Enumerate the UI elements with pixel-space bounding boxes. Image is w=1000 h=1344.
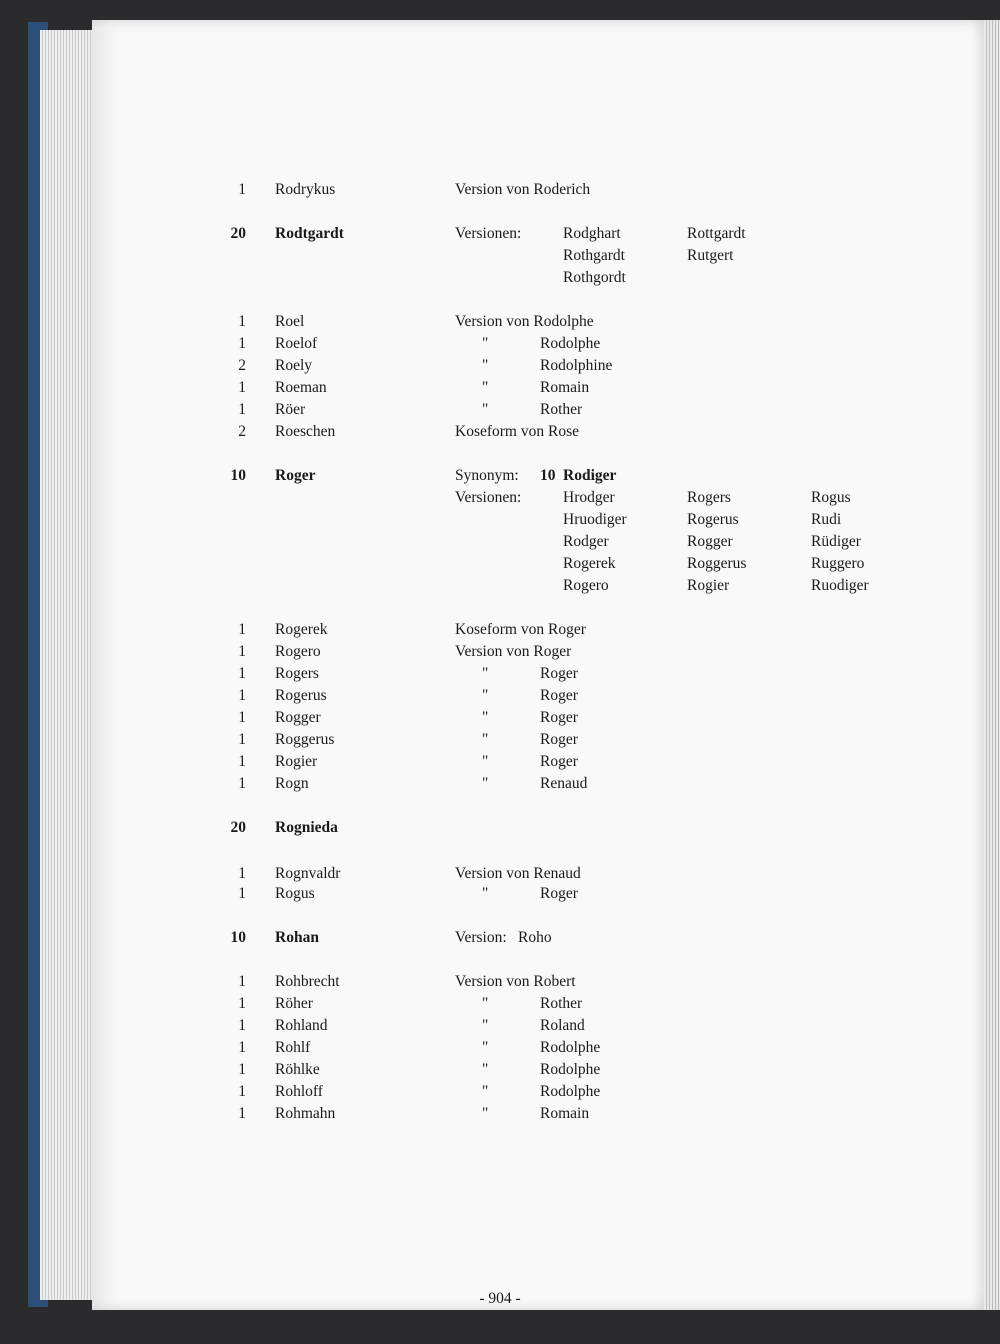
variant-name: Ruggero	[811, 555, 865, 572]
entry-reference: Roland	[540, 1017, 585, 1034]
entry-reference: Romain	[540, 1105, 590, 1122]
entry-count: 1	[238, 621, 246, 638]
entry-name: Röer	[275, 401, 306, 418]
variant-name: Rogger	[687, 533, 733, 550]
entry-name: Roeschen	[275, 423, 336, 440]
entry-count: 1	[238, 709, 246, 726]
variant-name: Rudi	[811, 511, 842, 528]
entry-name: Rogus	[275, 885, 315, 902]
entry-name: Rogerus	[275, 687, 327, 704]
entry-name: Roely	[275, 357, 313, 374]
entry-name: Rohlf	[275, 1039, 311, 1056]
variant-name: Rutgert	[687, 247, 734, 264]
entry-count: 10	[230, 467, 246, 484]
entry-reference: Roger	[540, 885, 578, 902]
entry-name: Roggerus	[275, 731, 335, 748]
variant-name: Rothgordt	[563, 269, 626, 286]
entry-count: 1	[238, 1105, 246, 1122]
entry-reference: Romain	[540, 379, 590, 396]
entry-count: 1	[238, 1061, 246, 1078]
entry-description: "	[482, 357, 489, 374]
entry-count: 1	[238, 1083, 246, 1100]
entry-description: Version von Robert	[455, 973, 576, 990]
entry-description: "	[482, 731, 489, 748]
variant-name: Hruodiger	[563, 511, 627, 528]
variant-name: Rogers	[687, 489, 731, 506]
entry-reference: Rodolphe	[540, 1061, 601, 1078]
variant-name: Rodghart	[563, 225, 621, 242]
variant-name: Rodger	[563, 533, 609, 550]
variant-name: Rogier	[687, 577, 730, 594]
entry-count: 1	[238, 313, 246, 330]
entry-reference: Rodolphe	[540, 1039, 601, 1056]
entry-name: Roelof	[275, 335, 318, 352]
variant-name: Rüdiger	[811, 533, 861, 550]
entry-description: "	[482, 1105, 489, 1122]
entry-description: "	[482, 1039, 489, 1056]
entry-count: 20	[230, 819, 246, 836]
variant-name: Rottgardt	[687, 225, 746, 242]
entry-count: 1	[238, 379, 246, 396]
entry-name: Rodrykus	[275, 181, 336, 198]
entry-reference: Rodolphe	[540, 335, 601, 352]
entry-count: 1	[238, 687, 246, 704]
entry-count: 1	[238, 643, 246, 660]
entry-description: "	[482, 665, 489, 682]
entry-count: 2	[238, 423, 246, 440]
entry-reference: Roger	[540, 731, 578, 748]
entry-name: Rogers	[275, 665, 319, 682]
entry-count: 1	[238, 885, 246, 902]
entry-description: "	[482, 885, 489, 902]
variant-name: Rothgardt	[563, 247, 625, 264]
variant-name: Rogero	[563, 577, 609, 594]
entry-name: Rohmahn	[275, 1105, 336, 1122]
variant-name: Ruodiger	[811, 577, 869, 594]
entry-description: "	[482, 1017, 489, 1034]
entry-description: "	[482, 1061, 489, 1078]
entry-name: Rohbrecht	[275, 973, 340, 990]
entry-name: Rognvaldr	[275, 865, 341, 882]
entry-name: Rogier	[275, 753, 318, 770]
entry-description: Koseform von Roger	[455, 621, 586, 638]
entry-count: 1	[238, 181, 246, 198]
entry-description: "	[482, 687, 489, 704]
page-number: - 904 -	[479, 1290, 521, 1307]
entry-description: Version von Rodolphe	[455, 313, 594, 330]
entry-description: Versionen:	[455, 489, 522, 506]
variant-name: Rogus	[811, 489, 851, 506]
entry-name: Rohland	[275, 1017, 328, 1034]
entry-name: Rognieda	[275, 819, 338, 836]
entry-description: "	[482, 995, 489, 1012]
entry-name: Röher	[275, 995, 313, 1012]
entry-count: 1	[238, 995, 246, 1012]
variant-name: Rogerus	[687, 511, 739, 528]
entry-reference: Roho	[518, 929, 552, 946]
entry-reference: Rother	[540, 401, 583, 418]
entry-name: Röhlke	[275, 1061, 320, 1078]
entry-count: 1	[238, 973, 246, 990]
page-stack-right	[984, 20, 1000, 1310]
entry-count: 2	[238, 357, 246, 374]
entry-description: Version:	[455, 929, 507, 946]
variant-name: Rogerek	[563, 555, 616, 572]
entry-name: Rohan	[275, 929, 319, 946]
entry-count: 1	[238, 1039, 246, 1056]
entry-name: Rogero	[275, 643, 321, 660]
entry-description: "	[482, 775, 489, 792]
synonym-name: Rodiger	[563, 467, 617, 484]
entry-description: Version von Renaud	[455, 865, 581, 882]
synonym-count: 10	[540, 467, 556, 484]
entry-count: 1	[238, 1017, 246, 1034]
entry-description: "	[482, 753, 489, 770]
entry-count: 1	[238, 335, 246, 352]
entry-reference: Rodolphine	[540, 357, 613, 374]
entry-name: Rogerek	[275, 621, 328, 638]
entry-description: "	[482, 709, 489, 726]
entry-name: Roeman	[275, 379, 327, 396]
variant-name: Hrodger	[563, 489, 615, 506]
entry-description: Version von Roderich	[455, 181, 591, 198]
entry-reference: Roger	[540, 665, 578, 682]
entry-description: Versionen:	[455, 225, 522, 242]
variant-name: Roggerus	[687, 555, 747, 572]
entry-name: Rohloff	[275, 1083, 323, 1100]
entry-reference: Roger	[540, 753, 578, 770]
entry-description: "	[482, 335, 489, 352]
entry-count: 1	[238, 753, 246, 770]
entry-description: Koseform von Rose	[455, 423, 579, 440]
entry-description: Synonym:	[455, 467, 519, 484]
entry-name: Roel	[275, 313, 305, 330]
entry-name: Rogn	[275, 775, 309, 792]
entry-count: 20	[230, 225, 246, 242]
entry-count: 1	[238, 731, 246, 748]
entry-description: "	[482, 401, 489, 418]
entry-count: 1	[238, 665, 246, 682]
entry-name: Rogger	[275, 709, 321, 726]
entry-count: 1	[238, 401, 246, 418]
entry-reference: Renaud	[540, 775, 588, 792]
entry-description: "	[482, 1083, 489, 1100]
entry-description: Version von Roger	[455, 643, 572, 660]
entry-name: Roger	[275, 467, 316, 484]
page-stack-left	[40, 30, 100, 1300]
entry-count: 10	[230, 929, 246, 946]
entry-count: 1	[238, 775, 246, 792]
entry-reference: Rodolphe	[540, 1083, 601, 1100]
entry-reference: Roger	[540, 709, 578, 726]
entry-reference: Roger	[540, 687, 578, 704]
entry-description: "	[482, 379, 489, 396]
entry-count: 1	[238, 865, 246, 882]
entry-reference: Rother	[540, 995, 583, 1012]
entry-name: Rodtgardt	[275, 225, 344, 242]
